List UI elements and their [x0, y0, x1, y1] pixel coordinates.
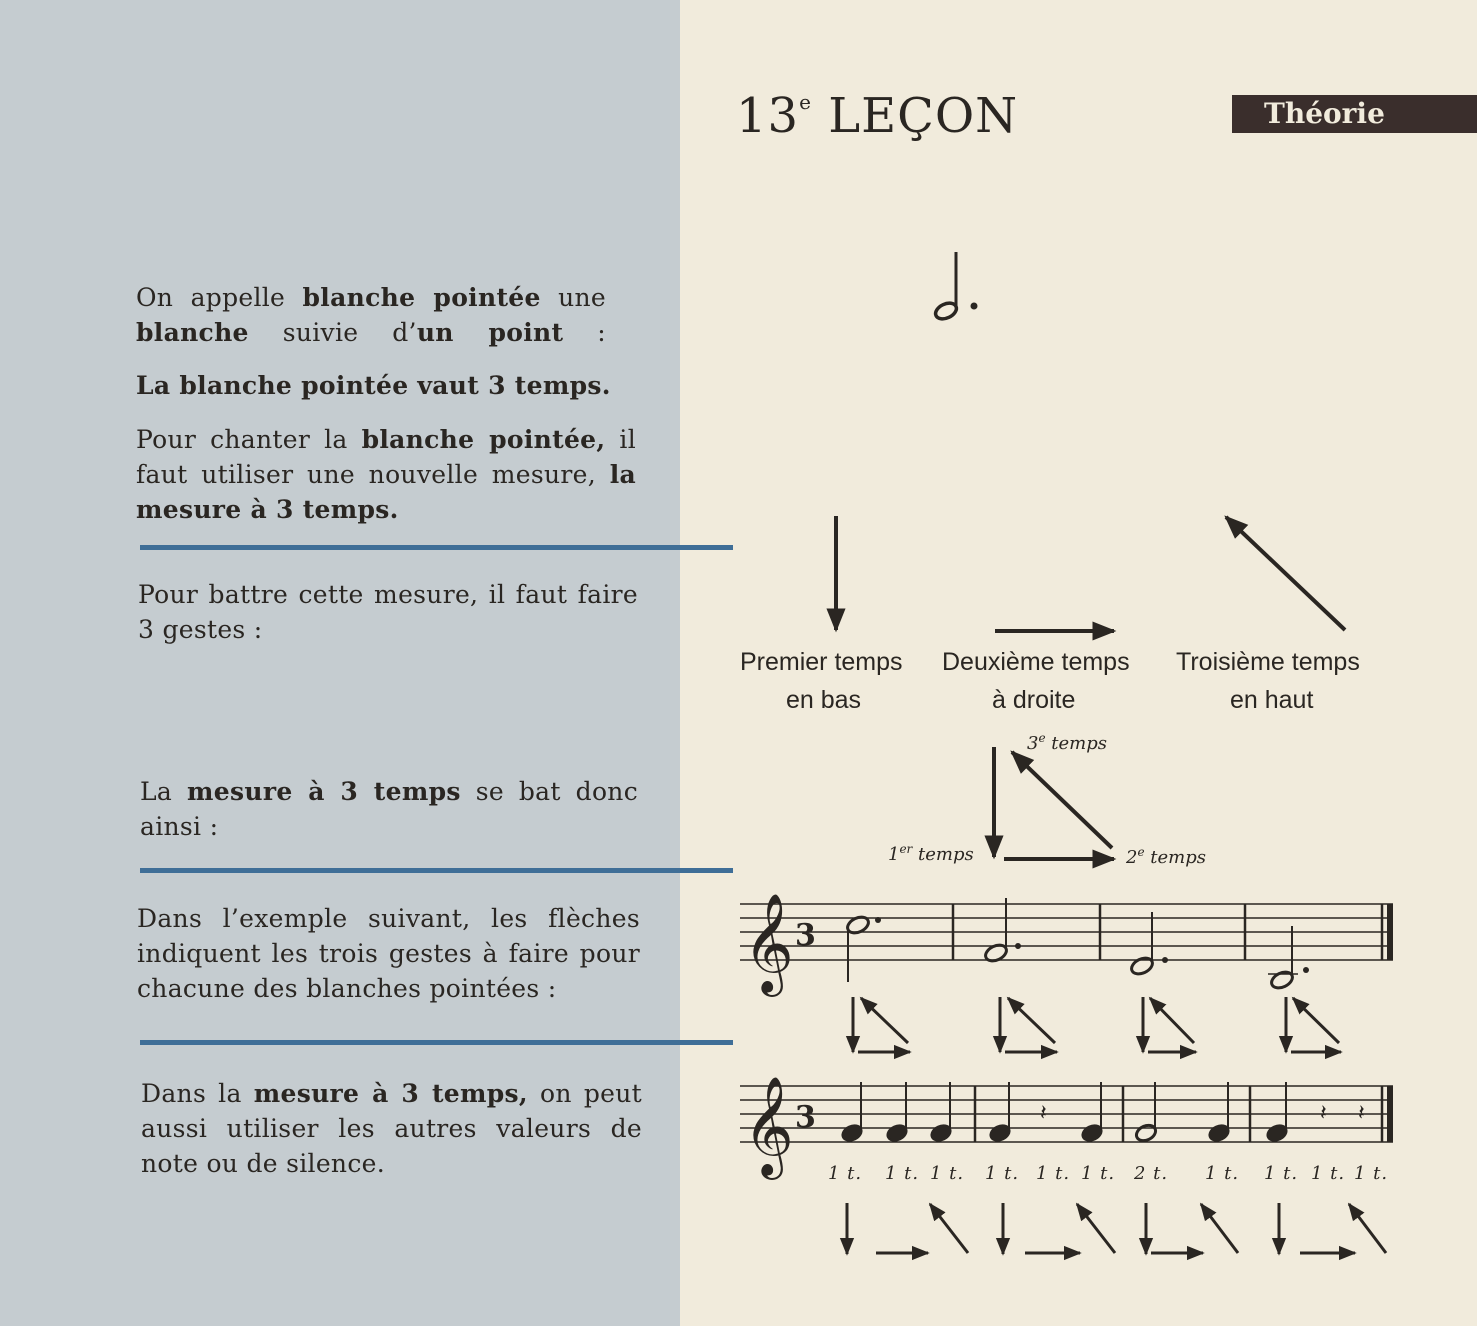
triangle-gesture-diagram	[994, 747, 1114, 859]
triangle-label-3: 3e temps	[1027, 731, 1108, 754]
staff-1-notes	[845, 898, 1309, 991]
triangle-label-2: 2e temps	[1126, 845, 1207, 868]
time-signature: 3	[795, 918, 816, 953]
small-triangle-icon	[1000, 997, 1057, 1052]
paragraph-beating: La mesure à 3 temps se bat donc ainsi :	[140, 777, 638, 841]
paragraph-value: La blanche pointée vaut 3 temps.	[136, 371, 611, 400]
time-signature: 3	[795, 1100, 816, 1135]
staff-2-notes	[840, 1082, 1365, 1144]
paragraph-example: Dans l’exemple suivant, les flèches indiquent les trois gestes à faire pour chacune des blanches pointées :	[137, 904, 640, 1003]
gesture-1-direction: en bas	[786, 686, 862, 714]
paragraph-new-measure: Pour chanter la blanche pointée, il faut utiliser une nouvelle mesure, la mesure à 3 temps.	[136, 425, 636, 524]
small-triangle-icon	[1286, 997, 1341, 1052]
beat-count: 1 t.	[885, 1163, 920, 1184]
beat-arrows	[847, 1203, 1386, 1254]
svg-text:𝄽: 𝄽	[1320, 1101, 1327, 1126]
arrow-up-left-icon	[1226, 517, 1345, 630]
small-triangle-icon	[1143, 997, 1196, 1052]
small-triangles	[853, 997, 1341, 1052]
beat-count: 1 t.	[1311, 1163, 1346, 1184]
small-triangle-icon	[853, 997, 910, 1052]
staff-1	[740, 904, 1393, 960]
svg-text:𝄽: 𝄽	[1040, 1101, 1047, 1126]
arrow-up-left-icon	[1201, 1204, 1238, 1253]
gesture-2-title: Deuxième temps	[942, 648, 1130, 676]
paragraph-gestures: Pour battre cette mesure, il faut faire 3 gestes :	[138, 580, 638, 644]
paragraph-other-values: Dans la mesure à 3 temps, on peut aussi utiliser les autres valeurs de note ou de silence.	[141, 1079, 642, 1178]
arrow-up-left-icon	[930, 1204, 968, 1253]
triangle-label-1: 1er temps	[888, 842, 974, 865]
svg-text:𝄽: 𝄽	[1358, 1101, 1365, 1126]
treble-clef-icon: 𝄞	[743, 893, 794, 993]
gesture-3-direction: en haut	[1230, 686, 1314, 714]
arrow-up-left-icon	[1349, 1204, 1386, 1253]
lesson-title: 13e LEÇON	[736, 88, 1019, 144]
beat-count: 1 t.	[1036, 1163, 1071, 1184]
arrow-up-left-icon	[1077, 1204, 1115, 1253]
staff-2	[740, 1086, 1393, 1142]
paragraph-definition: On appelle blanche pointée une blanche suivie d’un point :	[136, 283, 606, 347]
beat-count: 1 t.	[1081, 1163, 1116, 1184]
beat-count: 1 t.	[1354, 1163, 1389, 1184]
beat-count: 1 t.	[828, 1163, 863, 1184]
beat-count: 1 t.	[930, 1163, 965, 1184]
treble-clef-icon: 𝄞	[743, 1076, 794, 1176]
section-badge: Théorie	[1232, 95, 1477, 133]
beat-count: 2 t.	[1134, 1163, 1169, 1184]
dotted-half-note-symbol	[933, 252, 977, 322]
gesture-1-title: Premier temps	[740, 648, 903, 676]
beat-count: 1 t.	[1205, 1163, 1240, 1184]
beat-count: 1 t.	[985, 1163, 1020, 1184]
gesture-3-title: Troisième temps	[1176, 648, 1360, 676]
beat-count: 1 t.	[1264, 1163, 1299, 1184]
gesture-2-direction: à droite	[992, 686, 1076, 714]
